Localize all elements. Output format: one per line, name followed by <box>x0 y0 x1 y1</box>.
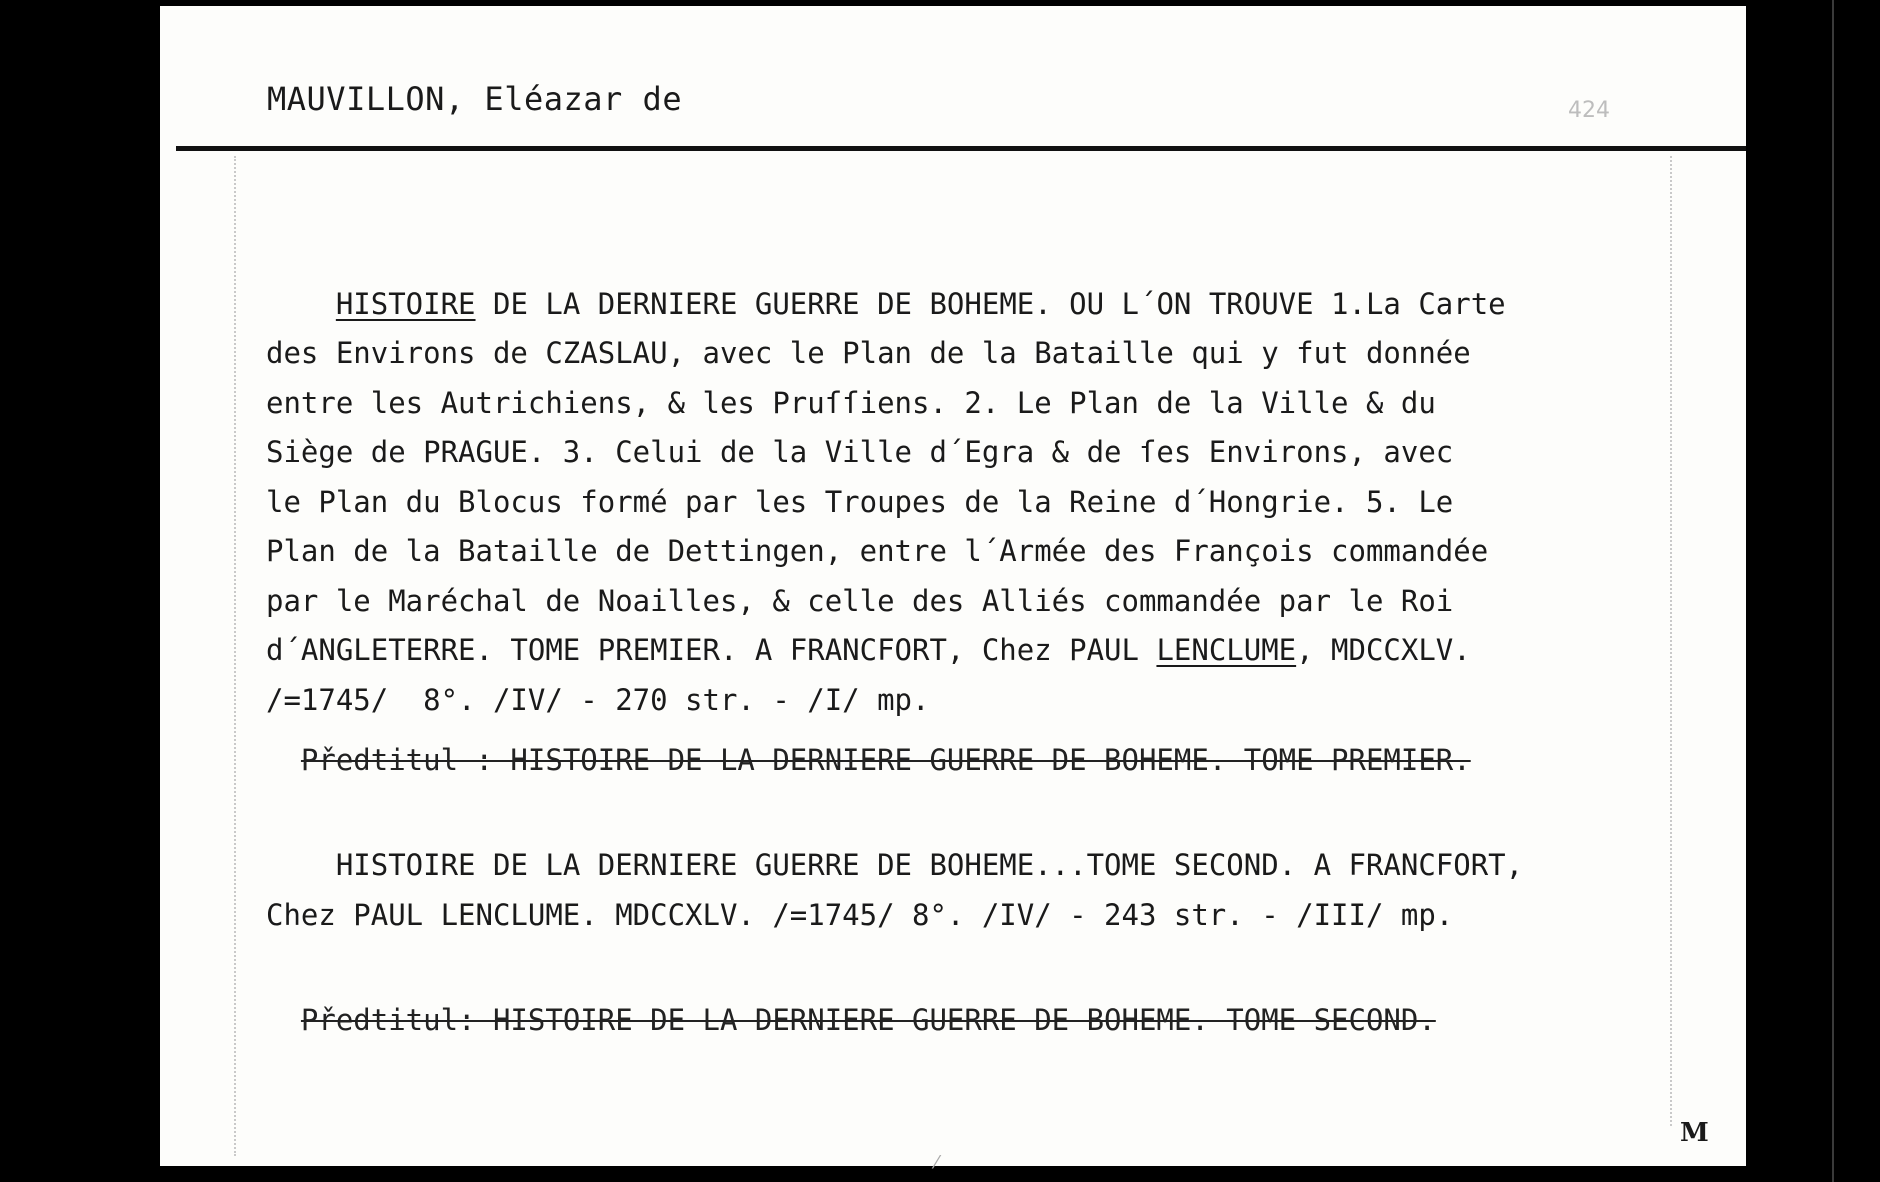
record-1-line-1: DE LA DERNIERE GUERRE DE BOHEME. OU L´ON TROUVE 1.La Carte <box>475 286 1506 321</box>
record-2-line-2: Chez PAUL LENCLUME. MDCCXLV. /=1745/ 8°. /IV/ - 243 str. - /III/ mp. <box>266 897 1454 932</box>
record-1-line-7: par le Maréchal de Noailles, & celle des Alliés commandée par le Roi <box>266 583 1454 618</box>
shelfmark-pencil: 424 <box>1568 98 1610 123</box>
record-1-line-8b: , MDCCXLV. <box>1296 633 1471 667</box>
record-1-line-3: entre les Autrichiens, & les Pruſſiens. 2. Le Plan de la Ville & du <box>266 385 1436 420</box>
author-heading: MAUVILLON, Eléazar de <box>267 80 683 118</box>
pretitle-2-struck: Předtitul: HISTOIRE DE LA DERNIERE GUERRE DE BOHEME. TOME SECOND. <box>300 1003 1436 1037</box>
record-1-line-2: des Environs de CZASLAU, avec le Plan de la Bataille qui y fut donnée <box>266 336 1471 370</box>
record-1-line-6: Plan de la Bataille de Dettingen, entre l´Armée des François commandée <box>266 534 1489 568</box>
pretitle-volume-1 <box>266 736 1676 786</box>
title-underlined: HISTOIRE <box>335 286 476 321</box>
record-2-line-1: HISTOIRE DE LA DERNIERE GUERRE DE BOHEME...TOME SECOND. A FRANCFORT, <box>335 848 1524 882</box>
catalog-card <box>160 6 1746 1173</box>
record-volume-2 <box>266 841 1676 940</box>
corner-marker: M <box>1680 1118 1709 1148</box>
publisher-underlined: LENCLUME <box>1156 633 1297 667</box>
scan-edge-line <box>1832 0 1834 1182</box>
record-volume-1 <box>266 230 1676 725</box>
pretitle-1-struck: Předtitul : HISTOIRE DE LA DERNIERE GUERRE DE BOHEME. TOME PREMIER. <box>300 743 1471 777</box>
pretitle-volume-2 <box>266 996 1676 1046</box>
record-1-line-8a: d´ANGLETERRE. TOME PREMIER. A FRANCFORT, Chez PAUL <box>266 633 1157 667</box>
record-1-line-5: le Plan du Blocus formé par les Troupes de la Reine d´Hongrie. 5. Le <box>266 484 1454 519</box>
left-guide-line <box>234 156 236 1156</box>
scan-speck: ⁄ <box>935 1152 939 1173</box>
record-1-line-4: Siège de PRAGUE. 3. Celui de la Ville d´Egra & de ſes Environs, avec <box>266 435 1454 469</box>
heading-rule <box>176 146 1746 151</box>
record-1-line-9: /=1745/ 8°. /IV/ - 270 str. - /I/ mp. <box>266 682 930 717</box>
